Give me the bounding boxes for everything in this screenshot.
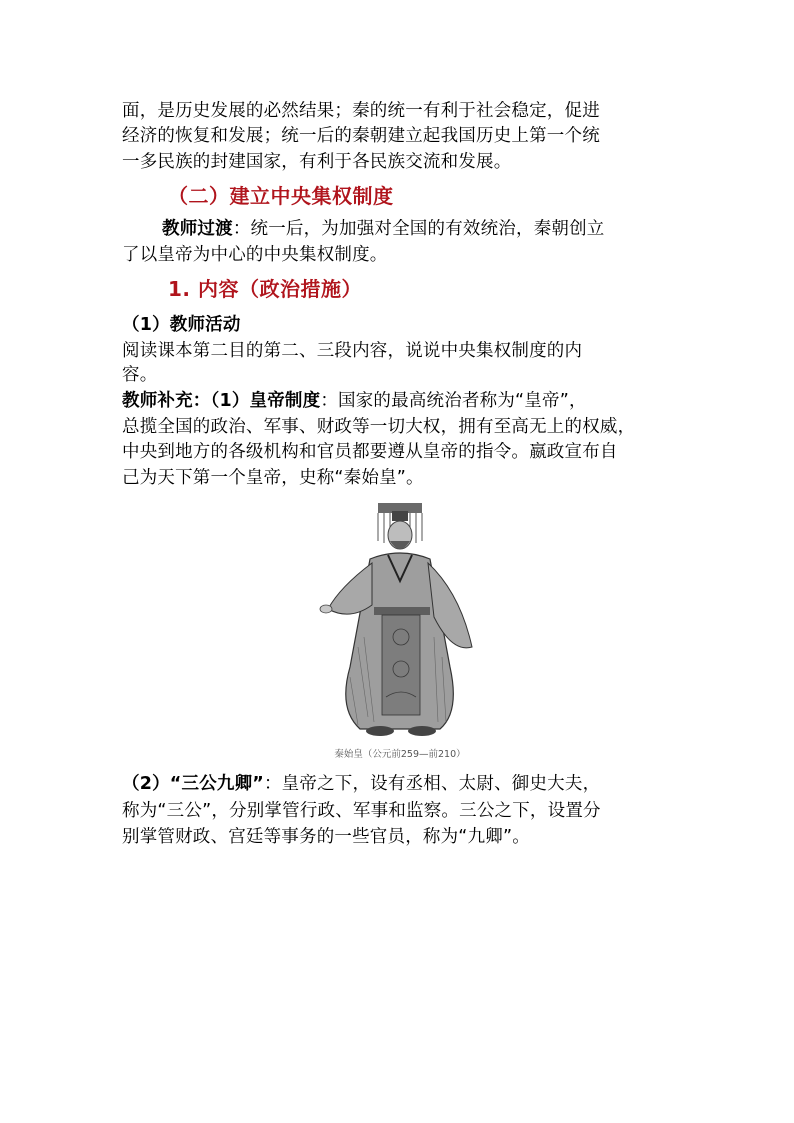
para1-line1: 面，是历史发展的必然结果；秦的统一有利于社会稳定，促进 xyxy=(122,101,600,121)
sangong-line3: 别掌管财政、宫廷等事务的一些官员，称为“九卿”。 xyxy=(122,827,530,847)
supplement-text: ：国家的最高统治者称为“皇帝”， xyxy=(320,391,587,411)
transition-label: 教师过渡 xyxy=(162,219,233,239)
activity-line2: 容。 xyxy=(122,365,158,385)
activity-line1: 阅读课本第二目的第二、三段内容，说说中央集权制度的内 xyxy=(122,341,583,361)
supplement-line4: 己为天下第一个皇帝，史称“秦始皇”。 xyxy=(122,468,424,488)
emperor-portrait-illustration xyxy=(310,497,490,740)
section-heading-centralization: （二）建立中央集权制度 xyxy=(168,184,394,208)
activity-label: （1）教师活动 xyxy=(122,315,241,335)
sangong-text: ：皇帝之下，设有丞相、太尉、御史大夫， xyxy=(263,774,601,794)
sangong-label: （2）“三公九卿” xyxy=(122,774,264,794)
transition-line1 xyxy=(162,218,605,240)
sangong-line1 xyxy=(122,773,600,795)
supplement-label: 教师补充：（1）皇帝制度 xyxy=(122,391,321,411)
supplement-line1 xyxy=(122,390,587,412)
figure-caption: 秦始皇（公元前259—前210） xyxy=(334,749,466,760)
supplement-line2: 总揽全国的政治、军事、财政等一切大权，拥有至高无上的权威， xyxy=(122,417,636,437)
sangong-line2: 称为“三公”，分别掌管行政、军事和监察。三公之下，设置分 xyxy=(122,801,601,821)
subheading-content: 1. 内容（政治措施） xyxy=(168,277,362,301)
transition-line2: 了以皇帝为中心的中央集权制度。 xyxy=(122,245,388,265)
supplement-line3: 中央到地方的各级机构和官员都要遵从皇帝的指令。嬴政宣布自 xyxy=(122,442,618,462)
transition-text: ：统一后，为加强对全国的有效统治，秦朝创立 xyxy=(232,219,605,239)
para1-line3: 一多民族的封建国家，有利于各民族交流和发展。 xyxy=(122,152,512,172)
para1-line2: 经济的恢复和发展；统一后的秦朝建立起我国历史上第一个统 xyxy=(122,126,600,146)
